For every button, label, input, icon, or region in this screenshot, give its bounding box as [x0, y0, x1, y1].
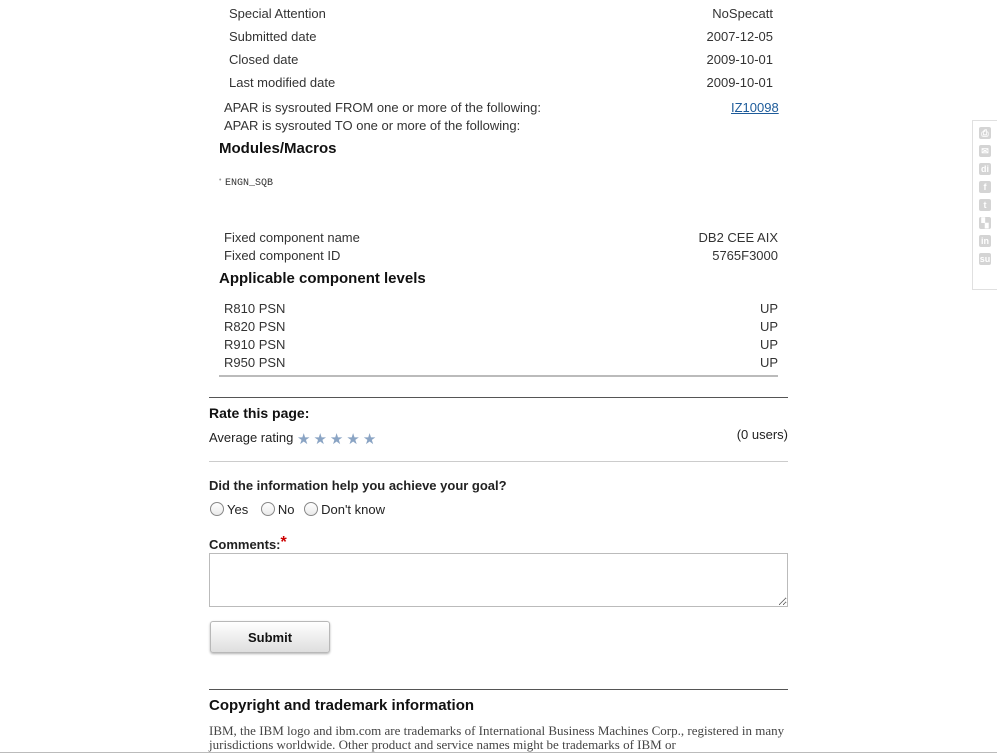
- radio-yes[interactable]: [210, 502, 248, 517]
- feedback-options: [210, 502, 385, 517]
- level-status: UP: [759, 355, 778, 370]
- radio-no-label[interactable]: No: [277, 502, 295, 517]
- feedback-divider: [209, 461, 788, 462]
- comments-label-wrap: [209, 534, 287, 552]
- comments-label: Comments:: [209, 537, 281, 552]
- star-icon[interactable]: ★: [329, 431, 344, 448]
- levels-divider: [219, 375, 778, 377]
- radio-yes-label[interactable]: Yes: [227, 502, 249, 517]
- detail-label-closed-date: Closed date: [229, 52, 299, 67]
- sysrouted-to-label: APAR is sysrouted TO one or more of the following:: [224, 118, 521, 133]
- fixed-component-id-label: Fixed component ID: [224, 248, 341, 263]
- share-toolbar: [972, 120, 997, 290]
- email-icon[interactable]: ✉: [979, 145, 991, 157]
- detail-value-closed-date: 2009-10-01: [706, 52, 773, 67]
- radio-no[interactable]: [261, 502, 295, 517]
- submit-wrap: [210, 621, 330, 653]
- facebook-icon[interactable]: f: [979, 181, 991, 193]
- levels-heading: Applicable component levels: [219, 270, 426, 287]
- radio-dont-know[interactable]: [304, 502, 385, 517]
- star-icon[interactable]: ★: [362, 431, 377, 448]
- comments-textarea[interactable]: [209, 553, 788, 607]
- level-status: UP: [759, 301, 778, 316]
- star-rating[interactable]: [297, 430, 379, 449]
- star-icon[interactable]: ★: [313, 431, 327, 448]
- feedback-question: Did the information help you achieve your goal?: [209, 478, 507, 493]
- level-name: R820 PSN: [224, 319, 286, 334]
- star-icon[interactable]: ★: [297, 431, 311, 448]
- rating-heading: Rate this page:: [209, 405, 310, 421]
- rating-divider: [209, 397, 788, 398]
- detail-value-special-attention: NoSpecatt: [712, 6, 773, 21]
- level-name: R810 PSN: [224, 301, 286, 316]
- level-name: R950 PSN: [224, 355, 286, 370]
- fixed-component-id-value: 5765F3000: [712, 248, 778, 263]
- stumbleupon-icon[interactable]: su: [979, 254, 991, 264]
- copyright-text: IBM, the IBM logo and ibm.com are trademarks of International Business Machines Corp., registered in many jurisdictions worldwide. Other product and service names might be trademarks of IBM or: [209, 723, 785, 752]
- radio-no-circle[interactable]: [261, 502, 275, 516]
- level-status: UP: [759, 337, 778, 352]
- detail-label-last-modified: Last modified date: [229, 75, 336, 90]
- print-icon[interactable]: ⎙: [979, 127, 991, 139]
- linkedin-icon[interactable]: in: [981, 236, 989, 246]
- radio-dont-know-circle[interactable]: [304, 502, 318, 516]
- page-bottom-edge: [0, 752, 997, 753]
- comments-field-wrap: [209, 553, 788, 612]
- detail-value-submitted-date: 2007-12-05: [706, 29, 773, 44]
- average-rating-label: Average rating: [209, 430, 294, 445]
- radio-yes-circle[interactable]: [210, 502, 224, 516]
- copyright-heading: Copyright and trademark information: [209, 697, 475, 714]
- module-bullet: •: [219, 177, 222, 184]
- copyright-divider: [209, 689, 788, 690]
- detail-label-submitted-date: Submitted date: [229, 29, 317, 44]
- sysrouted-from-label: APAR is sysrouted FROM one or more of the following:: [224, 100, 541, 115]
- rating-users-count: (0 users): [736, 427, 788, 442]
- twitter-icon[interactable]: t: [979, 199, 991, 211]
- digg-icon[interactable]: di: [981, 164, 989, 174]
- fixed-component-name-label: Fixed component name: [224, 230, 360, 245]
- level-status: UP: [759, 319, 778, 334]
- module-item: ENGN_SQB: [225, 178, 274, 189]
- submit-button[interactable]: Submit: [210, 621, 330, 653]
- required-marker: *: [280, 534, 287, 551]
- level-name: R910 PSN: [224, 337, 286, 352]
- detail-label-special-attention: Special Attention: [229, 6, 326, 21]
- star-icon[interactable]: ★: [346, 431, 360, 448]
- delicious-icon[interactable]: ▚: [979, 217, 991, 229]
- radio-dont-know-label[interactable]: Don't know: [321, 502, 385, 517]
- sysrouted-from-link[interactable]: IZ10098: [731, 100, 779, 115]
- modules-heading: Modules/Macros: [219, 140, 337, 157]
- fixed-component-name-value: DB2 CEE AIX: [698, 230, 778, 245]
- detail-value-last-modified: 2009-10-01: [706, 75, 773, 90]
